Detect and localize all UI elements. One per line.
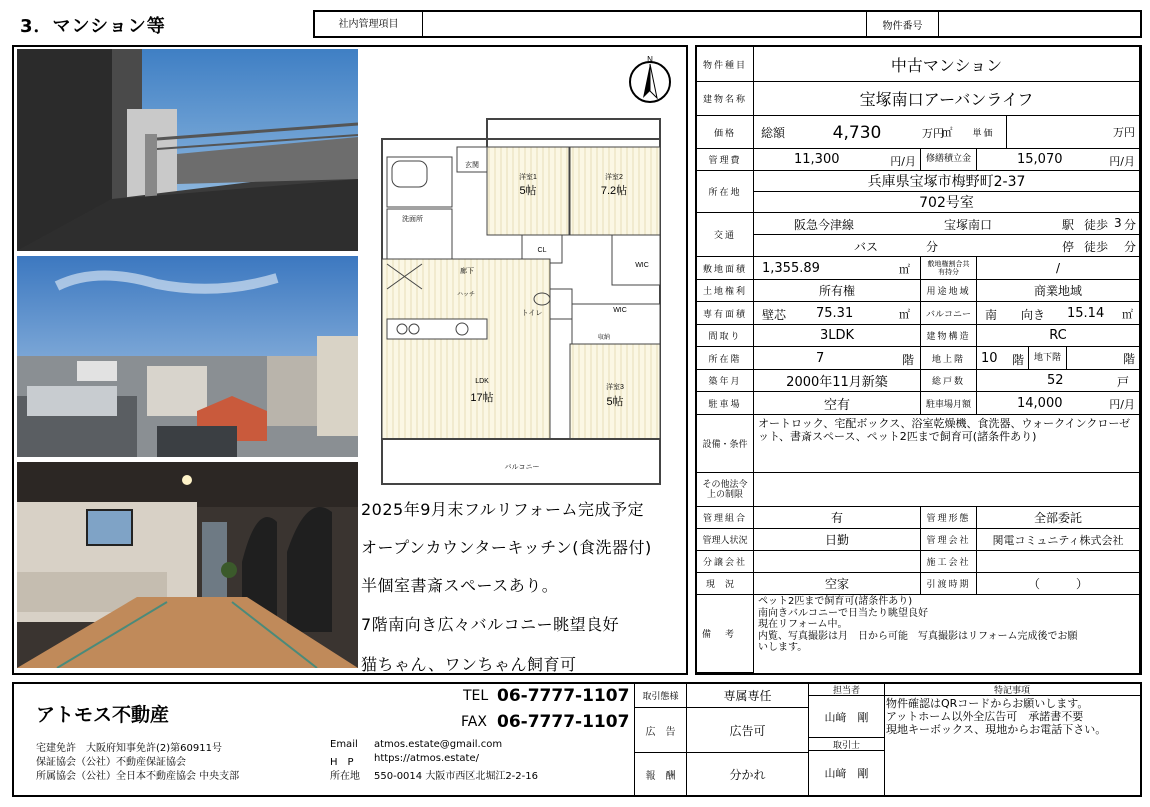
repair-fund-unit: 円/月 [1109, 155, 1135, 168]
trader-value: 山﨑 剛 [809, 751, 885, 795]
room2-label: 洋室2 [605, 174, 623, 181]
hatch-label: ハッチ [456, 292, 476, 298]
zoning-value: 商業地域 [977, 280, 1140, 302]
roka-label: 廊下 [460, 268, 474, 275]
feature-line: 7階南向き広々バルコニー眺望良好 [361, 615, 620, 634]
floor-label: 所在階 [697, 347, 754, 370]
structure-value: RC [977, 325, 1140, 347]
floor-area-unit: ㎡ [899, 308, 910, 321]
senmenjo-label: 洗面所 [402, 216, 423, 223]
north-compass-icon [630, 55, 670, 102]
mgmt-company-value: 関電コミュニティ株式会社 [977, 529, 1140, 551]
structure-label: 建物構造 [921, 325, 977, 347]
station-name: 宝塚南口 [944, 218, 993, 232]
special-notes [886, 697, 1138, 747]
property-no-label: 物件番号 [867, 12, 939, 36]
legal-value [754, 473, 1140, 507]
special-label: 特記事項 [884, 684, 1140, 696]
footer [12, 682, 1142, 797]
feature-line: オープンカウンターキッチン(食洗器付) [361, 538, 652, 557]
mgmt-fee-label: 管理費 [697, 149, 754, 171]
below-unit: 階 [1067, 347, 1140, 370]
fee-value: 分かれ [687, 753, 809, 795]
address-line2: 702号室 [754, 192, 1140, 213]
ldk-label: LDK [475, 378, 489, 385]
balcony-area-unit: ㎡ [1122, 308, 1133, 321]
station-suffix: 駅 [1062, 218, 1075, 232]
property-no-value[interactable] [939, 12, 1140, 36]
floor-area-label: 専有面積 [697, 302, 754, 325]
remarks-line: 南向きバルコニーで日当たり眺望良好 [758, 607, 928, 619]
layout-value: 3LDK [754, 325, 921, 347]
status-label: 現況 [697, 573, 754, 595]
site-area-label: 敷地面積 [697, 257, 754, 280]
room1-size: 5帖 [519, 185, 537, 197]
line-name: 阪急今津線 [794, 218, 855, 232]
site-area-cell [754, 257, 921, 280]
floor-area-value: 75.31 [816, 306, 854, 321]
name-label: 建物名称 [697, 82, 754, 116]
bus-label: バス [854, 240, 879, 254]
walk-label: 徒歩 [1084, 218, 1109, 232]
remarks-label: 備考 [697, 595, 754, 673]
fax-label: FAX [461, 714, 487, 730]
address-line1: 兵庫県宝塚市梅野町2-37 [754, 171, 1140, 192]
units-unit: 戸 [1116, 375, 1129, 389]
room3-size: 5帖 [606, 396, 624, 408]
special-line: 現地キーボックス、現地からお電話下さい。 [886, 723, 1107, 736]
cl-label: CL [537, 247, 547, 254]
equip-value: オートロック、宅配ボックス、浴室乾燥機、食洗器、ウォークインクローゼット、書斎スペース、ペット2匹まで飼育可(諸条件あり) [754, 415, 1140, 473]
price-label: 価格 [697, 116, 754, 149]
balcony-photo [17, 49, 358, 251]
type-value: 中古マンション [754, 47, 1140, 82]
svg-text:N: N [647, 55, 653, 64]
mgmt-company-label: 管理会社 [921, 529, 977, 551]
genkan-label: 玄関 [465, 162, 479, 169]
floor-cell [754, 347, 921, 370]
balcony-cell [977, 302, 1140, 325]
company-name: アトモス不動産 [36, 704, 170, 726]
parking-fee-cell [977, 392, 1140, 415]
feature-line: 半個室書斎スペースあり。 [361, 576, 559, 595]
name-value: 宝塚南口アーバンライフ [754, 82, 1140, 116]
balcony-label: バルコニー [504, 464, 540, 471]
traffic-row1 [754, 213, 1140, 235]
site-share-label: 敷地権割合共有持分 [921, 257, 977, 280]
corridor-photo [17, 462, 358, 668]
seller-value [754, 551, 921, 573]
land-right-label: 土地権利 [697, 280, 754, 302]
price-unit: 万円 [922, 126, 944, 140]
price-value: 4,730 [832, 122, 882, 143]
parking-fee-value: 14,000 [1017, 396, 1063, 411]
wic1-label: WIC [635, 262, 649, 269]
unit-price-unit: 万円 [1007, 116, 1140, 149]
above-value: 10 [981, 351, 998, 366]
builder-label: 施工会社 [921, 551, 977, 573]
remarks-line: いします。 [758, 642, 808, 653]
repair-fund-cell [977, 149, 1140, 171]
traffic-row2 [754, 235, 1140, 257]
legal-label: その他法令上の制限 [697, 473, 754, 507]
above-unit: 階 [1011, 353, 1024, 367]
hp-label: H P [330, 757, 354, 768]
handover-label: 引渡時期 [921, 573, 977, 595]
repair-fund-value: 15,070 [1017, 152, 1063, 167]
parking-fee-unit: 円/月 [1109, 398, 1135, 411]
feature-line: 2025年9月末フルリフォーム完成予定 [361, 500, 644, 519]
ad-label: 広 告 [635, 708, 687, 753]
remarks-cell [754, 595, 1140, 673]
feature-line: 猫ちゃん、ワンちゃん飼育可 [361, 655, 577, 674]
above-cell [977, 347, 1029, 370]
shelf-label: 収納 [597, 335, 611, 341]
room1-label: 洋室1 [519, 174, 537, 181]
room2-size: 7.2帖 [600, 185, 628, 197]
below-label: 地下階 [1029, 347, 1067, 370]
mgmt-form-label: 管理形態 [921, 507, 977, 529]
mgr-status-label: 管理人状況 [697, 529, 754, 551]
section-title: 3．マンション等 [20, 16, 166, 37]
trader-label: 取引士 [809, 738, 885, 751]
header-bar [313, 10, 1142, 38]
floor-unit: 階 [901, 353, 914, 367]
unit-price-label: 単価 [947, 116, 1007, 149]
remarks-line: 現在リフォーム中。 [758, 619, 848, 630]
balcony-area: 15.14 [1067, 306, 1105, 321]
units-value: 52 [1047, 373, 1064, 388]
seller-label: 分譲会社 [697, 551, 754, 573]
fax-value: 06-7777-1107 [497, 712, 630, 732]
parking-label: 駐車場 [697, 392, 754, 415]
special-line: アットホーム以外全広告可 承諾書不要 [886, 710, 1084, 723]
license: 宅建免許 大阪府知事免許(2)第60911号 [36, 743, 222, 754]
ldk-size: 17帖 [470, 392, 494, 404]
stop-label: 停 [1062, 240, 1075, 254]
handover-value: （ ） [977, 573, 1140, 595]
email-value[interactable]: atmos.estate@gmail.com [374, 739, 503, 750]
hp-value[interactable]: https://atmos.estate/ [374, 753, 479, 764]
deal-value: 専属専任 [687, 684, 809, 708]
balcony-dir: 南 [985, 308, 998, 322]
floor-value: 7 [816, 351, 825, 366]
toilet-label: トイレ [521, 310, 543, 317]
layout-label: 間取り [697, 325, 754, 347]
zoning-label: 用途地域 [921, 280, 977, 302]
site-area-unit: ㎡ [899, 263, 910, 276]
bus-min-unit: 分 [926, 240, 939, 254]
site-share-value: / [977, 257, 1140, 280]
floor-plan [362, 49, 682, 494]
traffic-label: 交通 [697, 213, 754, 257]
walk-min-unit: 分 [1123, 218, 1136, 232]
walk-min: 3 [1114, 216, 1122, 230]
repair-fund-label: 修繕積立金 [921, 149, 977, 171]
fee-label: 報 酬 [635, 753, 687, 795]
units-label: 総戸数 [921, 370, 977, 392]
floor-area-prefix: 壁芯 [762, 308, 787, 322]
price-total-label: 総額 [761, 126, 786, 140]
mgr-status-value: 日勤 [754, 529, 921, 551]
units-cell [977, 370, 1140, 392]
person-label: 担当者 [809, 684, 885, 696]
deal-table [634, 684, 884, 795]
tel-value: 06-7777-1107 [497, 686, 630, 706]
addr-value: 550-0014 大阪市西区北堀江2-2-16 [374, 771, 538, 782]
details-table: 物件種目 中古マンション 建物名称 宝塚南口アーバンライフ 価格 総額 4,730 万円 ㎡ 単価 万円 管理費 11,300 円/月 修繕積立金 15,070 円/月 所在地 兵庫県宝塚市梅野町2-37 702号室 交通 阪急今津線 宝塚南口 駅 徒歩 3 分 バス 分 停 徒歩 分 敷地面積 1,355.89 ㎡ 敷地権割合共有持分 / 土地権利 所有権 用途地域 商業地域 専有面積 壁芯 75.31 ㎡ バルコニー 南 向き 15.14 ㎡ 間取り 3LDK 建物構造 RC 所在階 7 階 地上階 10 階 地下階 階 築年月 2000年11月新築 総戸数 52 戸 駐車場 空有 駐車場月額 14,000 円/月 設備・条件 オートロック、宅配ボックス、浴室乾燥機、食洗器、ウォークインクローゼット、書斎スペース、ペット2匹まで飼育可(諸条件あり) その他法令上の制限 管理組合 有 管理形態 全部委託 管理人状況 日勤 管理会社 関電コミュニティ株式会社 分譲会社 施工会社 現況 空家 引渡時期 （ ） 備考 ペット2匹まで飼育可(諸条件あり) 南向きバルコニーで日当たり眺望良好 現在リフォーム中。 内覧、写真撮影は月 日から可能 写真撮影はリフォーム完成後でお願 いします。 [695, 45, 1142, 675]
mgmt-fee-value: 11,300 [794, 152, 840, 167]
wic2-label: WIC [613, 307, 627, 314]
person-value: 山﨑 剛 [809, 696, 885, 738]
mgmt-union-value: 有 [754, 507, 921, 529]
address-label: 所在地 [697, 171, 754, 213]
internal-value[interactable] [423, 12, 867, 36]
type-label: 物件種目 [697, 47, 754, 82]
mgmt-form-value: 全部委託 [977, 507, 1140, 529]
walk-min-unit-2: 分 [1123, 240, 1136, 254]
parking-fee-label: 駐車場月額 [921, 392, 977, 415]
remarks-line: 内覧、写真撮影は月 日から可能 写真撮影はリフォーム完成後でお願 [758, 630, 1078, 642]
parking-value: 空有 [754, 392, 921, 415]
special-line: 物件確認はQRコードからお願いします。 [886, 697, 1089, 710]
status-value: 空家 [754, 573, 921, 595]
balcony-label: バルコニー [921, 302, 977, 325]
association: 所属協会（公社）全日本不動産協会 中央支部 [36, 771, 240, 782]
mgmt-fee-cell [754, 149, 921, 171]
mgmt-union-label: 管理組合 [697, 507, 754, 529]
room3-label: 洋室3 [606, 384, 624, 391]
builder-value [977, 551, 1140, 573]
tel-label: TEL [463, 688, 489, 704]
equip-label: 設備・条件 [697, 415, 754, 473]
site-area-value: 1,355.89 [762, 261, 820, 276]
walk-label-2: 徒歩 [1084, 240, 1109, 254]
remarks-line: ペット2匹まで飼育可(諸条件あり) [758, 596, 913, 607]
mgmt-fee-unit: 円/月 [890, 155, 916, 168]
floor-area-cell [754, 302, 921, 325]
ad-value: 広告可 [687, 708, 809, 753]
internal-label: 社内管理項目 [315, 12, 423, 36]
guarantee: 保証協会（公社）不動産保証協会 [36, 757, 186, 768]
email-label: Email [330, 739, 358, 750]
deal-label: 取引態様 [635, 684, 687, 708]
view-photo [17, 256, 358, 457]
built-label: 築年月 [697, 370, 754, 392]
addr-label: 所在地 [330, 771, 360, 782]
balcony-facing: 向き [1021, 308, 1046, 322]
above-label: 地上階 [921, 347, 977, 370]
land-right-value: 所有権 [754, 280, 921, 302]
price-cell [754, 116, 947, 149]
built-value: 2000年11月新築 [754, 370, 921, 392]
